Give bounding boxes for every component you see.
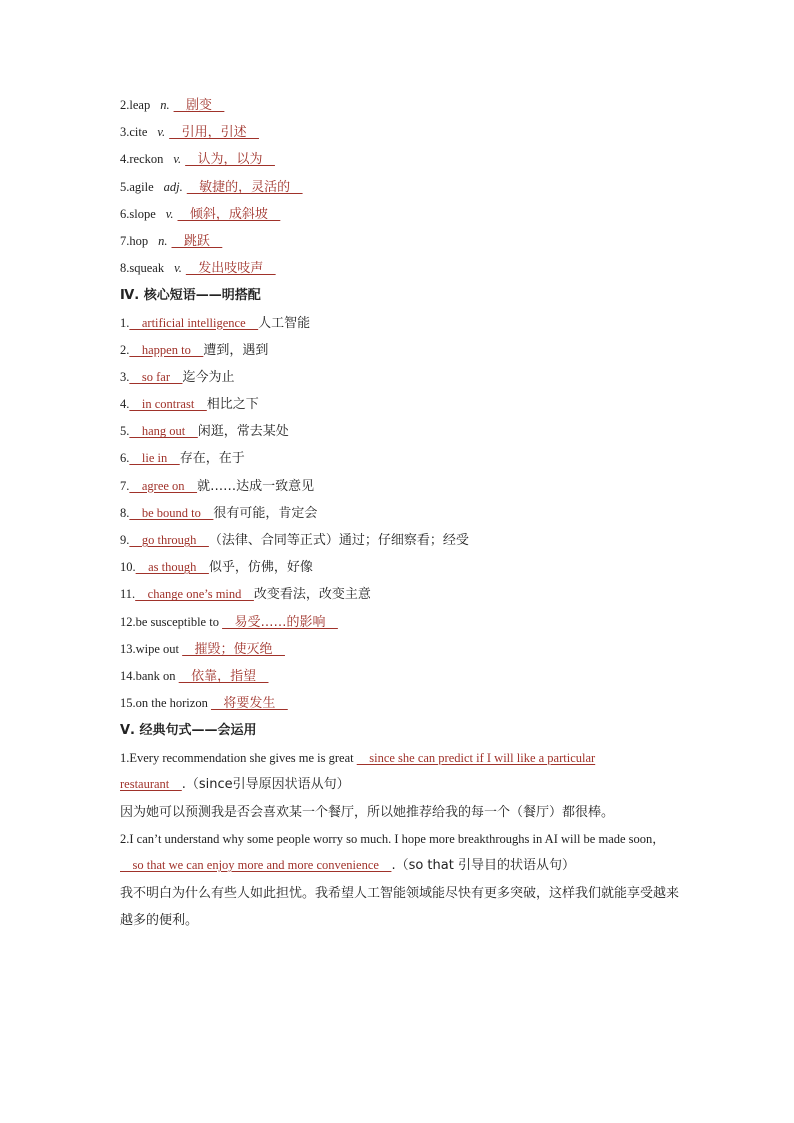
sentence-1-translation: 因为她可以预测我是否会喜欢某一个餐厅，所以她推荐给我的每一个（餐厅）都很棒。 (120, 804, 615, 820)
answer-blank: 剧变 (173, 98, 225, 113)
answer-blank: 易受……的影响 (222, 614, 338, 630)
answer-blank: artificial intelligence (129, 315, 259, 330)
phrase-item: 7. agree on 就……达成一致意见 (120, 478, 315, 494)
phrase-item: 9. go through （法律、合同等正式）通过；仔细察看；经受 (120, 533, 469, 548)
answer-blank: 依靠，指望 (178, 668, 269, 684)
answer-blank: be bound to (129, 505, 214, 520)
phrase-item: 1. artificial intelligence 人工智能 (120, 315, 311, 331)
answer-blank: happen to (129, 342, 204, 357)
answer-blank: so far (129, 369, 183, 384)
answer-blank: go through (129, 533, 209, 547)
vocab-item: 5.agile adj. 敏捷的，灵活的 (120, 179, 303, 195)
phrase-item: 4. in contrast 相比之下 (120, 397, 259, 413)
vocab-item: 4.reckon v. 认为，以为 (120, 152, 275, 168)
answer-blank: 认为，以为 (185, 152, 275, 168)
answer-blank: 摧毁；使灭绝 (182, 641, 285, 657)
sentence-2: 2.I can’t understand why some people worry so much. I hope more breakthroughs in AI will be made soon， so that we can enjoy more and more convenience .（so that 引导目的状语从句） (120, 831, 665, 873)
worksheet-page (120, 92, 680, 934)
phrase-item: 6. lie in 存在，在于 (120, 451, 245, 467)
phrase-item: 2. happen to 遭到，遇到 (120, 342, 269, 358)
answer-blank: in contrast (129, 397, 207, 412)
phrase-item: 3. so far 迄今为止 (120, 369, 235, 385)
vocab-item: 7.hop n. 跳跃 (120, 233, 223, 249)
phrase-item: 12.be susceptible to 易受……的影响 (120, 614, 338, 630)
section-heading: Ⅴ. 经典句式——会运用 (120, 723, 257, 739)
section-heading: Ⅳ. 核心短语——明搭配 (120, 288, 261, 304)
phrase-item: 10. as though 似乎，仿佛，好像 (120, 560, 313, 576)
phrase-item: 15.on the horizon 将要发生 (120, 696, 288, 712)
phrase-item: 13.wipe out 摧毁；使灭绝 (120, 641, 285, 657)
answer-blank: restaurant (120, 777, 182, 791)
answer-blank: 跳跃 (171, 233, 223, 249)
answer-blank: 发出吱吱声 (185, 261, 276, 277)
sentence-1: 1.Every recommendation she gives me is great since she can predict if I will like a particular restaurant .（since引导原因状语从句） (120, 750, 596, 792)
answer-blank: lie in (129, 451, 180, 466)
answer-blank: 敏捷的，灵活的 (186, 179, 303, 195)
vocab-item: 8.squeak v. 发出吱吱声 (120, 261, 276, 277)
answer-blank: as though (135, 560, 209, 575)
vocab-item: 6.slope v. 倾斜，成斜坡 (120, 206, 281, 222)
answer-blank: so that we can enjoy more and more convenience (120, 858, 392, 872)
answer-blank: 倾斜，成斜坡 (177, 206, 281, 222)
vocab-item: 3.cite v. 引用，引述 (120, 125, 259, 141)
phrase-item: 14.bank on 依靠，指望 (120, 668, 269, 684)
answer-blank: hang out (129, 424, 198, 439)
vocab-item: 2.leap n. 剧变 (120, 98, 225, 113)
answer-blank: change one’s mind (135, 587, 254, 602)
sentence-2-translation: 我不明白为什么有些人如此担忧。我希望人工智能领域能尽快有更多突破，这样我们就能享受越来越多的便利。 (120, 885, 680, 928)
answer-blank: since she can predict if I will like a particular (356, 750, 596, 765)
answer-blank: agree on (129, 478, 198, 493)
phrase-item: 8. be bound to 很有可能，肯定会 (120, 505, 318, 521)
phrase-item: 5. hang out 闲逛，常去某处 (120, 424, 289, 440)
answer-blank: 将要发生 (210, 696, 288, 712)
phrase-item: 11. change one’s mind 改变看法，改变主意 (120, 587, 371, 603)
answer-blank: 引用，引述 (169, 125, 259, 141)
